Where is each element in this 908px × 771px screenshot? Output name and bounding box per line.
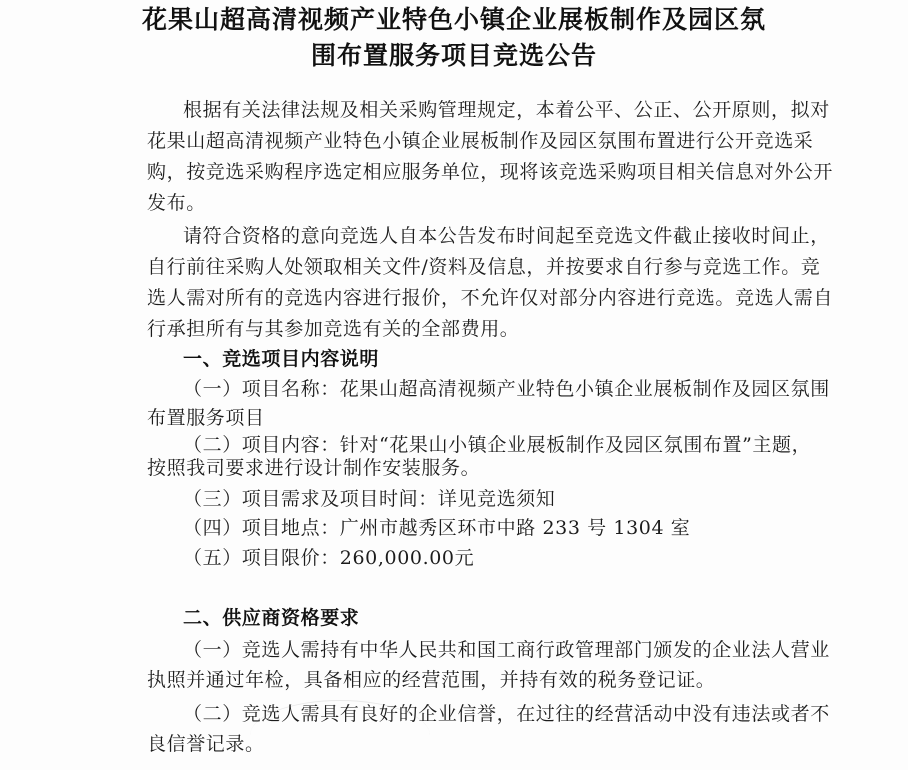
section-2-item-2-line-2: 良信誉记录。	[147, 733, 265, 755]
section-1-item-content-line-1: （二）项目内容：针对“花果山小镇企业展板制作及园区氛围布置”主题，	[183, 434, 812, 456]
intro-paragraph-1-line-4: 发布。	[147, 192, 206, 214]
section-2-item-2-line-1: （二）竞选人需具有良好的企业信誉，在过往的经营活动中没有违法或者不	[183, 703, 830, 725]
section-1-item-location: （四）项目地点：广州市越秀区环市中路 233 号 1304 室	[183, 517, 691, 539]
faint-stamp-mark	[250, 700, 430, 771]
intro-paragraph-2-line-4: 行承担所有与其参加竞选有关的全部费用。	[147, 318, 520, 340]
document-title-line-2: 围布置服务项目竞选公告	[310, 41, 597, 70]
section-1-item-name-line-2: 布置服务项目	[147, 407, 265, 429]
section-1-heading: 一、竞选项目内容说明	[183, 348, 380, 370]
intro-paragraph-1-line-3: 购，按竞选采购程序选定相应服务单位，现将该竞选采购项目相关信息对外公开	[147, 161, 834, 183]
intro-paragraph-1-line-1: 根据有关法律法规及相关采购管理规定，本着公平、公正、公开原则，拟对	[183, 99, 830, 121]
intro-paragraph-2-line-2: 自行前往采购人处领取相关文件/资料及信息，并按要求自行参与竞选工作。竞	[147, 256, 821, 278]
section-2-heading: 二、供应商资格要求	[183, 607, 360, 629]
intro-paragraph-1-line-2: 花果山超高清视频产业特色小镇企业展板制作及园区氛围布置进行公开竞选采	[147, 130, 814, 152]
document-title-line-1: 花果山超高清视频产业特色小镇企业展板制作及园区氛	[141, 5, 766, 34]
intro-paragraph-2-line-1: 请符合资格的意向竞选人自本公告发布时间起至竞选文件截止接收时间止，	[183, 225, 830, 247]
section-1-item-name-line-1: （一）项目名称：花果山超高清视频产业特色小镇企业展板制作及园区氛围	[183, 378, 830, 400]
section-2-item-1-line-1: （一）竞选人需持有中华人民共和国工商行政管理部门颁发的企业法人营业	[183, 639, 830, 661]
section-1-item-content-line-2: 按照我司要求进行设计制作安装服务。	[147, 457, 481, 479]
section-1-item-price-limit: （五）项目限价：260,000.00元	[183, 547, 475, 569]
section-1-item-requirements: （三）项目需求及项目时间：详见竞选须知	[183, 488, 556, 510]
intro-paragraph-2-line-3: 选人需对所有的竞选内容进行报价，不允许仅对部分内容进行竞选。竞选人需自	[147, 287, 834, 309]
section-2-item-1-line-2: 执照并通过年检，具备相应的经营范围，并持有效的税务登记证。	[147, 669, 716, 691]
